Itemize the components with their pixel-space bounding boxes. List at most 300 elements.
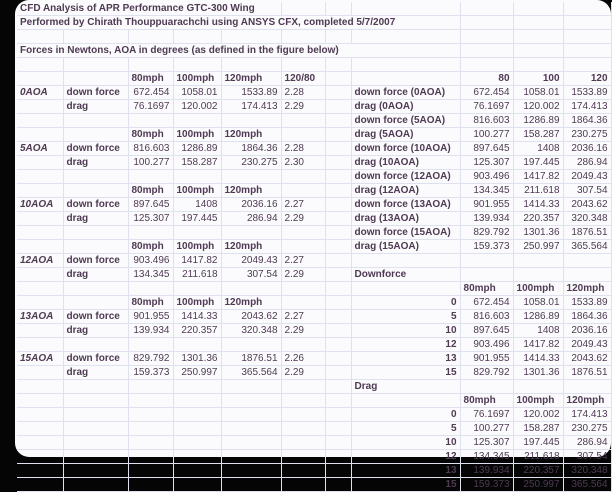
spreadsheet-cell[interactable]: 2.28	[281, 142, 325, 156]
spreadsheet-cell-empty[interactable]	[221, 394, 281, 408]
spreadsheet-cell[interactable]: 80mph	[128, 128, 173, 142]
spreadsheet-cell-empty[interactable]	[63, 184, 128, 198]
spreadsheet-cell-empty[interactable]	[221, 408, 281, 422]
spreadsheet-cell[interactable]: down force (5AOA)	[351, 114, 460, 128]
spreadsheet-cell-empty[interactable]	[281, 170, 325, 184]
spreadsheet-cell-empty[interactable]	[17, 30, 63, 44]
spreadsheet-cell[interactable]: drag (5AOA)	[351, 128, 460, 142]
spreadsheet-cell-empty[interactable]	[325, 366, 351, 380]
spreadsheet-cell[interactable]: 158.287	[513, 422, 563, 436]
spreadsheet-cell-empty[interactable]	[281, 30, 325, 44]
spreadsheet-cell-empty[interactable]	[325, 128, 351, 142]
spreadsheet-cell[interactable]: down force	[63, 142, 128, 156]
spreadsheet-cell[interactable]: 286.94	[563, 436, 611, 450]
spreadsheet-cell[interactable]: 816.603	[460, 114, 513, 128]
spreadsheet-cell[interactable]: 174.413	[563, 408, 611, 422]
spreadsheet-cell-empty[interactable]	[221, 422, 281, 436]
spreadsheet-cell-empty[interactable]	[17, 324, 63, 338]
spreadsheet-cell-empty[interactable]	[563, 268, 611, 282]
spreadsheet-cell[interactable]: 120/80	[281, 72, 325, 86]
spreadsheet-cell-empty[interactable]	[325, 212, 351, 226]
spreadsheet-cell[interactable]: 80	[460, 72, 513, 86]
spreadsheet-cell[interactable]: 139.934	[460, 464, 513, 478]
spreadsheet-cell[interactable]: 1058.01	[173, 86, 221, 100]
spreadsheet-cell[interactable]: 100mph	[173, 72, 221, 86]
spreadsheet-cell-empty[interactable]	[281, 450, 325, 464]
spreadsheet-cell[interactable]: 2036.16	[563, 142, 611, 156]
spreadsheet-cell-empty[interactable]	[63, 58, 128, 72]
spreadsheet-cell-empty[interactable]	[173, 338, 221, 352]
spreadsheet-cell[interactable]: 901.955	[460, 352, 513, 366]
spreadsheet-cell-empty[interactable]	[17, 436, 63, 450]
spreadsheet-cell-empty[interactable]	[128, 408, 173, 422]
spreadsheet-cell[interactable]: 159.373	[128, 366, 173, 380]
spreadsheet-cell[interactable]: 220.357	[513, 464, 563, 478]
spreadsheet-cell-empty[interactable]	[221, 478, 281, 492]
spreadsheet-cell[interactable]: 230.275	[563, 422, 611, 436]
spreadsheet-cell[interactable]: 1286.89	[173, 142, 221, 156]
spreadsheet-cell-empty[interactable]	[128, 394, 173, 408]
spreadsheet-cell[interactable]: 125.307	[460, 156, 513, 170]
spreadsheet-cell-empty[interactable]	[460, 254, 513, 268]
spreadsheet-cell-empty[interactable]	[173, 380, 221, 394]
spreadsheet-cell-empty[interactable]	[63, 408, 128, 422]
spreadsheet-cell-empty[interactable]	[351, 254, 460, 268]
spreadsheet-cell[interactable]: drag	[63, 156, 128, 170]
spreadsheet-cell-empty[interactable]	[460, 44, 513, 58]
spreadsheet-cell-empty[interactable]	[351, 58, 460, 72]
spreadsheet-cell[interactable]: drag (15AOA)	[351, 240, 460, 254]
spreadsheet-cell-empty[interactable]	[351, 282, 460, 296]
spreadsheet-cell-empty[interactable]	[563, 16, 611, 30]
spreadsheet-cell[interactable]: 12	[351, 450, 460, 464]
spreadsheet-cell-empty[interactable]	[325, 156, 351, 170]
spreadsheet-cell-empty[interactable]	[563, 2, 611, 16]
spreadsheet-cell[interactable]: 2.29	[281, 324, 325, 338]
spreadsheet-cell-empty[interactable]	[221, 436, 281, 450]
spreadsheet-cell[interactable]: 120mph	[563, 394, 611, 408]
spreadsheet-cell[interactable]: 2.29	[281, 268, 325, 282]
spreadsheet-cell-empty[interactable]	[325, 338, 351, 352]
spreadsheet-cell-empty[interactable]	[281, 380, 325, 394]
spreadsheet-cell-empty[interactable]	[351, 30, 460, 44]
spreadsheet-cell-empty[interactable]	[128, 436, 173, 450]
spreadsheet-cell-empty[interactable]	[460, 58, 513, 72]
spreadsheet-cell-empty[interactable]	[325, 2, 351, 16]
spreadsheet-cell-empty[interactable]	[17, 450, 63, 464]
spreadsheet-cell[interactable]: 76.1697	[460, 100, 513, 114]
spreadsheet-cell-empty[interactable]	[173, 394, 221, 408]
spreadsheet-cell-empty[interactable]	[325, 422, 351, 436]
spreadsheet-cell[interactable]: 1408	[513, 324, 563, 338]
spreadsheet-cell-empty[interactable]	[17, 226, 63, 240]
spreadsheet-cell[interactable]: 125.307	[460, 436, 513, 450]
spreadsheet-cell[interactable]: Performed by Chirath Thouppuarachchi using ANSYS CFX, completed 5/7/2007	[17, 16, 460, 30]
spreadsheet-cell-empty[interactable]	[173, 422, 221, 436]
spreadsheet-cell-empty[interactable]	[17, 72, 63, 86]
spreadsheet-cell[interactable]: 120mph	[221, 128, 281, 142]
spreadsheet-cell[interactable]: drag (0AOA)	[351, 100, 460, 114]
spreadsheet-cell-empty[interactable]	[17, 268, 63, 282]
spreadsheet-cell[interactable]: down force	[63, 86, 128, 100]
spreadsheet-cell[interactable]: 1876.51	[221, 352, 281, 366]
spreadsheet-cell[interactable]: 901.955	[128, 310, 173, 324]
spreadsheet-cell[interactable]: 829.792	[460, 366, 513, 380]
spreadsheet-cell[interactable]: 1533.89	[563, 296, 611, 310]
spreadsheet-cell[interactable]: 365.564	[563, 478, 611, 492]
spreadsheet-cell[interactable]: 15	[351, 478, 460, 492]
spreadsheet-cell-empty[interactable]	[173, 170, 221, 184]
spreadsheet-cell[interactable]: 120mph	[221, 240, 281, 254]
spreadsheet-cell[interactable]: 15	[351, 366, 460, 380]
spreadsheet-cell-empty[interactable]	[63, 478, 128, 492]
spreadsheet-cell[interactable]: 672.454	[460, 296, 513, 310]
spreadsheet-cell-empty[interactable]	[173, 478, 221, 492]
spreadsheet-cell[interactable]: CFD Analysis of APR Performance GTC-300 Wing	[17, 2, 281, 16]
spreadsheet-cell-empty[interactable]	[63, 240, 128, 254]
spreadsheet-cell[interactable]: 2.30	[281, 156, 325, 170]
spreadsheet-cell[interactable]: 0	[351, 296, 460, 310]
spreadsheet-cell[interactable]: down force (13AOA)	[351, 198, 460, 212]
spreadsheet-cell-empty[interactable]	[513, 268, 563, 282]
spreadsheet-cell[interactable]: 816.603	[460, 310, 513, 324]
spreadsheet-cell[interactable]: 159.373	[460, 240, 513, 254]
spreadsheet-cell[interactable]: 1414.33	[173, 310, 221, 324]
spreadsheet-cell[interactable]: 230.275	[563, 128, 611, 142]
spreadsheet-cell-empty[interactable]	[17, 282, 63, 296]
spreadsheet-cell-empty[interactable]	[281, 58, 325, 72]
spreadsheet-cell[interactable]: 174.413	[563, 100, 611, 114]
spreadsheet-cell[interactable]: 1864.36	[221, 142, 281, 156]
spreadsheet-cell-empty[interactable]	[17, 58, 63, 72]
spreadsheet-cell[interactable]: down force	[63, 254, 128, 268]
spreadsheet-cell[interactable]: 100mph	[513, 282, 563, 296]
spreadsheet-cell[interactable]: down force	[63, 310, 128, 324]
spreadsheet-cell-empty[interactable]	[173, 226, 221, 240]
spreadsheet-cell-empty[interactable]	[17, 240, 63, 254]
spreadsheet-cell-empty[interactable]	[325, 324, 351, 338]
spreadsheet-cell[interactable]: 829.792	[128, 352, 173, 366]
spreadsheet-cell-empty[interactable]	[281, 464, 325, 478]
spreadsheet-cell[interactable]: 13	[351, 464, 460, 478]
spreadsheet-cell-empty[interactable]	[221, 114, 281, 128]
spreadsheet-cell[interactable]: 320.348	[563, 212, 611, 226]
spreadsheet-cell-empty[interactable]	[221, 338, 281, 352]
spreadsheet-cell-empty[interactable]	[17, 338, 63, 352]
spreadsheet-cell[interactable]: 307.54	[221, 268, 281, 282]
spreadsheet-cell-empty[interactable]	[281, 394, 325, 408]
spreadsheet-cell[interactable]: 120mph	[221, 72, 281, 86]
spreadsheet-cell-empty[interactable]	[325, 226, 351, 240]
spreadsheet-cell[interactable]: 10	[351, 436, 460, 450]
spreadsheet-cell[interactable]: 2.29	[281, 100, 325, 114]
spreadsheet-cell-empty[interactable]	[128, 30, 173, 44]
spreadsheet-cell-empty[interactable]	[325, 100, 351, 114]
spreadsheet-cell-empty[interactable]	[460, 30, 513, 44]
spreadsheet-cell[interactable]: 125.307	[128, 212, 173, 226]
spreadsheet-cell[interactable]: 2036.16	[563, 324, 611, 338]
spreadsheet-cell[interactable]: 100mph	[173, 296, 221, 310]
spreadsheet-cell[interactable]: 320.348	[221, 324, 281, 338]
spreadsheet-cell-empty[interactable]	[460, 380, 513, 394]
spreadsheet-cell[interactable]: 1533.89	[563, 86, 611, 100]
spreadsheet-cell[interactable]: 220.357	[513, 212, 563, 226]
spreadsheet-cell-empty[interactable]	[325, 464, 351, 478]
spreadsheet-cell-empty[interactable]	[63, 338, 128, 352]
spreadsheet-cell[interactable]: down force (10AOA)	[351, 142, 460, 156]
spreadsheet-cell[interactable]: 901.955	[460, 198, 513, 212]
spreadsheet-cell-empty[interactable]	[63, 30, 128, 44]
spreadsheet-cell-empty[interactable]	[325, 352, 351, 366]
spreadsheet-cell[interactable]: 1286.89	[513, 114, 563, 128]
spreadsheet-cell[interactable]: 120mph	[221, 184, 281, 198]
spreadsheet-cell-empty[interactable]	[17, 380, 63, 394]
spreadsheet-cell[interactable]: drag	[63, 366, 128, 380]
spreadsheet-cell[interactable]: 2.28	[281, 86, 325, 100]
spreadsheet-cell[interactable]: 100mph	[173, 128, 221, 142]
spreadsheet-cell-empty[interactable]	[17, 156, 63, 170]
spreadsheet-cell[interactable]: 230.275	[221, 156, 281, 170]
spreadsheet-cell-empty[interactable]	[325, 198, 351, 212]
spreadsheet-cell-empty[interactable]	[17, 184, 63, 198]
spreadsheet-cell[interactable]: 0	[351, 408, 460, 422]
spreadsheet-cell[interactable]: 365.564	[563, 240, 611, 254]
spreadsheet-cell[interactable]: 286.94	[563, 156, 611, 170]
spreadsheet-cell-empty[interactable]	[281, 114, 325, 128]
spreadsheet-cell[interactable]: 80mph	[460, 394, 513, 408]
spreadsheet-cell[interactable]: 220.357	[173, 324, 221, 338]
spreadsheet-cell-empty[interactable]	[563, 380, 611, 394]
spreadsheet-cell[interactable]: 672.454	[460, 86, 513, 100]
spreadsheet-cell-empty[interactable]	[325, 30, 351, 44]
spreadsheet-cell-empty[interactable]	[63, 226, 128, 240]
spreadsheet-cell[interactable]: drag	[63, 268, 128, 282]
spreadsheet-cell[interactable]: 250.997	[173, 366, 221, 380]
spreadsheet-cell-empty[interactable]	[221, 282, 281, 296]
spreadsheet-cell-empty[interactable]	[281, 2, 325, 16]
spreadsheet-cell-empty[interactable]	[351, 2, 460, 16]
spreadsheet-cell-empty[interactable]	[128, 226, 173, 240]
spreadsheet-cell-empty[interactable]	[351, 72, 460, 86]
spreadsheet-cell-empty[interactable]	[281, 296, 325, 310]
spreadsheet-cell-empty[interactable]	[63, 128, 128, 142]
spreadsheet-cell[interactable]: 76.1697	[460, 408, 513, 422]
spreadsheet-cell[interactable]: 80mph	[460, 282, 513, 296]
spreadsheet-cell[interactable]: 139.934	[128, 324, 173, 338]
spreadsheet-cell-empty[interactable]	[325, 114, 351, 128]
spreadsheet-cell-empty[interactable]	[128, 114, 173, 128]
spreadsheet-cell-empty[interactable]	[513, 2, 563, 16]
spreadsheet-cell-empty[interactable]	[221, 170, 281, 184]
spreadsheet-cell[interactable]: 197.445	[513, 436, 563, 450]
spreadsheet-cell[interactable]: 897.645	[128, 198, 173, 212]
spreadsheet-cell[interactable]: 829.792	[460, 226, 513, 240]
spreadsheet-cell-empty[interactable]	[325, 142, 351, 156]
spreadsheet-cell[interactable]: 1301.36	[173, 352, 221, 366]
spreadsheet-cell[interactable]: 134.345	[128, 268, 173, 282]
spreadsheet-cell[interactable]: 211.618	[513, 450, 563, 464]
spreadsheet-cell-empty[interactable]	[281, 478, 325, 492]
spreadsheet-cell[interactable]: 1417.82	[173, 254, 221, 268]
spreadsheet-cell[interactable]: 320.348	[563, 464, 611, 478]
spreadsheet-cell[interactable]: down force (12AOA)	[351, 170, 460, 184]
spreadsheet-cell[interactable]: 250.997	[513, 240, 563, 254]
spreadsheet-cell-empty[interactable]	[325, 478, 351, 492]
spreadsheet-cell-empty[interactable]	[221, 226, 281, 240]
spreadsheet-cell-empty[interactable]	[325, 86, 351, 100]
spreadsheet-cell[interactable]: 5AOA	[17, 142, 63, 156]
spreadsheet-cell[interactable]: 211.618	[513, 184, 563, 198]
spreadsheet-cell[interactable]: 1876.51	[563, 226, 611, 240]
spreadsheet-cell[interactable]: 286.94	[221, 212, 281, 226]
spreadsheet-cell[interactable]: 2036.16	[221, 198, 281, 212]
spreadsheet-cell-empty[interactable]	[128, 464, 173, 478]
spreadsheet-cell-empty[interactable]	[325, 240, 351, 254]
spreadsheet-cell-empty[interactable]	[325, 184, 351, 198]
spreadsheet-cell-empty[interactable]	[513, 30, 563, 44]
spreadsheet-cell-empty[interactable]	[17, 296, 63, 310]
spreadsheet-cell-empty[interactable]	[563, 254, 611, 268]
spreadsheet-cell[interactable]: 2.29	[281, 366, 325, 380]
spreadsheet-cell[interactable]: 100	[513, 72, 563, 86]
spreadsheet-cell-empty[interactable]	[513, 380, 563, 394]
spreadsheet-cell-empty[interactable]	[281, 240, 325, 254]
spreadsheet-cell[interactable]: drag	[63, 324, 128, 338]
spreadsheet-cell[interactable]: 672.454	[128, 86, 173, 100]
spreadsheet-cell-empty[interactable]	[513, 16, 563, 30]
spreadsheet-cell[interactable]: 1414.33	[513, 198, 563, 212]
spreadsheet-cell-empty[interactable]	[173, 450, 221, 464]
spreadsheet-cell-empty[interactable]	[17, 464, 63, 478]
spreadsheet-cell[interactable]: 100.277	[460, 128, 513, 142]
spreadsheet-cell[interactable]: 2.27	[281, 310, 325, 324]
spreadsheet-cell[interactable]: 897.645	[460, 142, 513, 156]
spreadsheet-cell[interactable]: 1864.36	[563, 310, 611, 324]
spreadsheet-cell-empty[interactable]	[173, 58, 221, 72]
spreadsheet-cell[interactable]: 1408	[513, 142, 563, 156]
spreadsheet-cell-empty[interactable]	[325, 408, 351, 422]
spreadsheet-cell-empty[interactable]	[325, 296, 351, 310]
spreadsheet-cell-empty[interactable]	[221, 380, 281, 394]
spreadsheet-cell-empty[interactable]	[17, 114, 63, 128]
spreadsheet-cell-empty[interactable]	[325, 436, 351, 450]
spreadsheet-cell[interactable]: 158.287	[513, 128, 563, 142]
spreadsheet-cell-empty[interactable]	[17, 408, 63, 422]
spreadsheet-cell-empty[interactable]	[173, 464, 221, 478]
spreadsheet-cell-empty[interactable]	[63, 394, 128, 408]
spreadsheet-cell-empty[interactable]	[128, 380, 173, 394]
spreadsheet-cell-empty[interactable]	[17, 478, 63, 492]
spreadsheet-cell-empty[interactable]	[513, 254, 563, 268]
spreadsheet-cell-empty[interactable]	[221, 30, 281, 44]
spreadsheet-cell-empty[interactable]	[17, 366, 63, 380]
spreadsheet-cell[interactable]: 100.277	[128, 156, 173, 170]
spreadsheet-cell[interactable]: 2049.43	[563, 170, 611, 184]
spreadsheet-cell[interactable]: 10AOA	[17, 198, 63, 212]
spreadsheet-cell-empty[interactable]	[128, 282, 173, 296]
spreadsheet-cell[interactable]: 174.413	[221, 100, 281, 114]
spreadsheet-cell[interactable]: 1408	[173, 198, 221, 212]
spreadsheet-cell-empty[interactable]	[128, 58, 173, 72]
spreadsheet-cell[interactable]: down force	[63, 352, 128, 366]
spreadsheet-cell-empty[interactable]	[281, 282, 325, 296]
spreadsheet-cell-empty[interactable]	[460, 2, 513, 16]
spreadsheet-cell[interactable]: 80mph	[128, 72, 173, 86]
spreadsheet-cell[interactable]: drag (13AOA)	[351, 212, 460, 226]
spreadsheet-cell-empty[interactable]	[128, 450, 173, 464]
spreadsheet-cell[interactable]: 197.445	[513, 156, 563, 170]
spreadsheet-cell[interactable]: 80mph	[128, 184, 173, 198]
spreadsheet-cell[interactable]: 2.27	[281, 198, 325, 212]
spreadsheet-cell[interactable]: 13	[351, 352, 460, 366]
spreadsheet-cell-empty[interactable]	[325, 58, 351, 72]
spreadsheet-cell-empty[interactable]	[63, 282, 128, 296]
spreadsheet-cell-empty[interactable]	[128, 422, 173, 436]
spreadsheet-cell-empty[interactable]	[128, 478, 173, 492]
spreadsheet-cell[interactable]: 10	[351, 324, 460, 338]
spreadsheet-cell[interactable]: 816.603	[128, 142, 173, 156]
spreadsheet-cell-empty[interactable]	[281, 184, 325, 198]
spreadsheet-cell-empty[interactable]	[325, 310, 351, 324]
spreadsheet-cell-empty[interactable]	[17, 128, 63, 142]
spreadsheet-cell-empty[interactable]	[63, 436, 128, 450]
spreadsheet-cell[interactable]: 307.54	[563, 184, 611, 198]
spreadsheet-cell[interactable]: 903.496	[460, 338, 513, 352]
spreadsheet-cell[interactable]: 139.934	[460, 212, 513, 226]
spreadsheet-cell[interactable]: 2.27	[281, 254, 325, 268]
spreadsheet-cell[interactable]: 1286.89	[513, 310, 563, 324]
spreadsheet-cell[interactable]: 2043.62	[563, 198, 611, 212]
spreadsheet-cell-empty[interactable]	[63, 296, 128, 310]
spreadsheet-cell-empty[interactable]	[63, 114, 128, 128]
spreadsheet-cell[interactable]: 1058.01	[513, 86, 563, 100]
spreadsheet-cell-empty[interactable]	[351, 394, 460, 408]
spreadsheet-cell[interactable]: 12	[351, 338, 460, 352]
spreadsheet-cell[interactable]: 903.496	[128, 254, 173, 268]
spreadsheet-cell-empty[interactable]	[63, 450, 128, 464]
spreadsheet-cell-empty[interactable]	[325, 380, 351, 394]
spreadsheet-cell-empty[interactable]	[63, 464, 128, 478]
spreadsheet-cell[interactable]: Downforce	[351, 268, 460, 282]
spreadsheet-cell-empty[interactable]	[325, 450, 351, 464]
spreadsheet-cell-empty[interactable]	[63, 170, 128, 184]
spreadsheet-cell[interactable]: 2043.62	[221, 310, 281, 324]
spreadsheet-cell[interactable]: 13AOA	[17, 310, 63, 324]
spreadsheet-cell[interactable]: 250.997	[513, 478, 563, 492]
spreadsheet-cell-empty[interactable]	[17, 170, 63, 184]
spreadsheet-cell[interactable]: 100mph	[173, 184, 221, 198]
spreadsheet-cell-empty[interactable]	[173, 114, 221, 128]
spreadsheet-cell-empty[interactable]	[281, 436, 325, 450]
spreadsheet-cell-empty[interactable]	[17, 422, 63, 436]
spreadsheet-cell[interactable]: down force (15AOA)	[351, 226, 460, 240]
spreadsheet-cell-empty[interactable]	[563, 58, 611, 72]
spreadsheet-cell[interactable]: 120.002	[513, 408, 563, 422]
spreadsheet-cell-empty[interactable]	[173, 436, 221, 450]
spreadsheet-cell[interactable]: 100mph	[513, 394, 563, 408]
spreadsheet-cell[interactable]: 120mph	[221, 296, 281, 310]
spreadsheet-cell[interactable]: 1414.33	[513, 352, 563, 366]
spreadsheet-cell[interactable]: 2.26	[281, 352, 325, 366]
spreadsheet-cell-empty[interactable]	[325, 394, 351, 408]
spreadsheet-cell[interactable]: 100mph	[173, 240, 221, 254]
spreadsheet-cell[interactable]: drag (10AOA)	[351, 156, 460, 170]
spreadsheet-cell[interactable]: 1533.89	[221, 86, 281, 100]
spreadsheet-cell-empty[interactable]	[173, 30, 221, 44]
spreadsheet-cell[interactable]: 2043.62	[563, 352, 611, 366]
spreadsheet-cell-empty[interactable]	[325, 254, 351, 268]
spreadsheet-cell[interactable]: 100.277	[460, 422, 513, 436]
